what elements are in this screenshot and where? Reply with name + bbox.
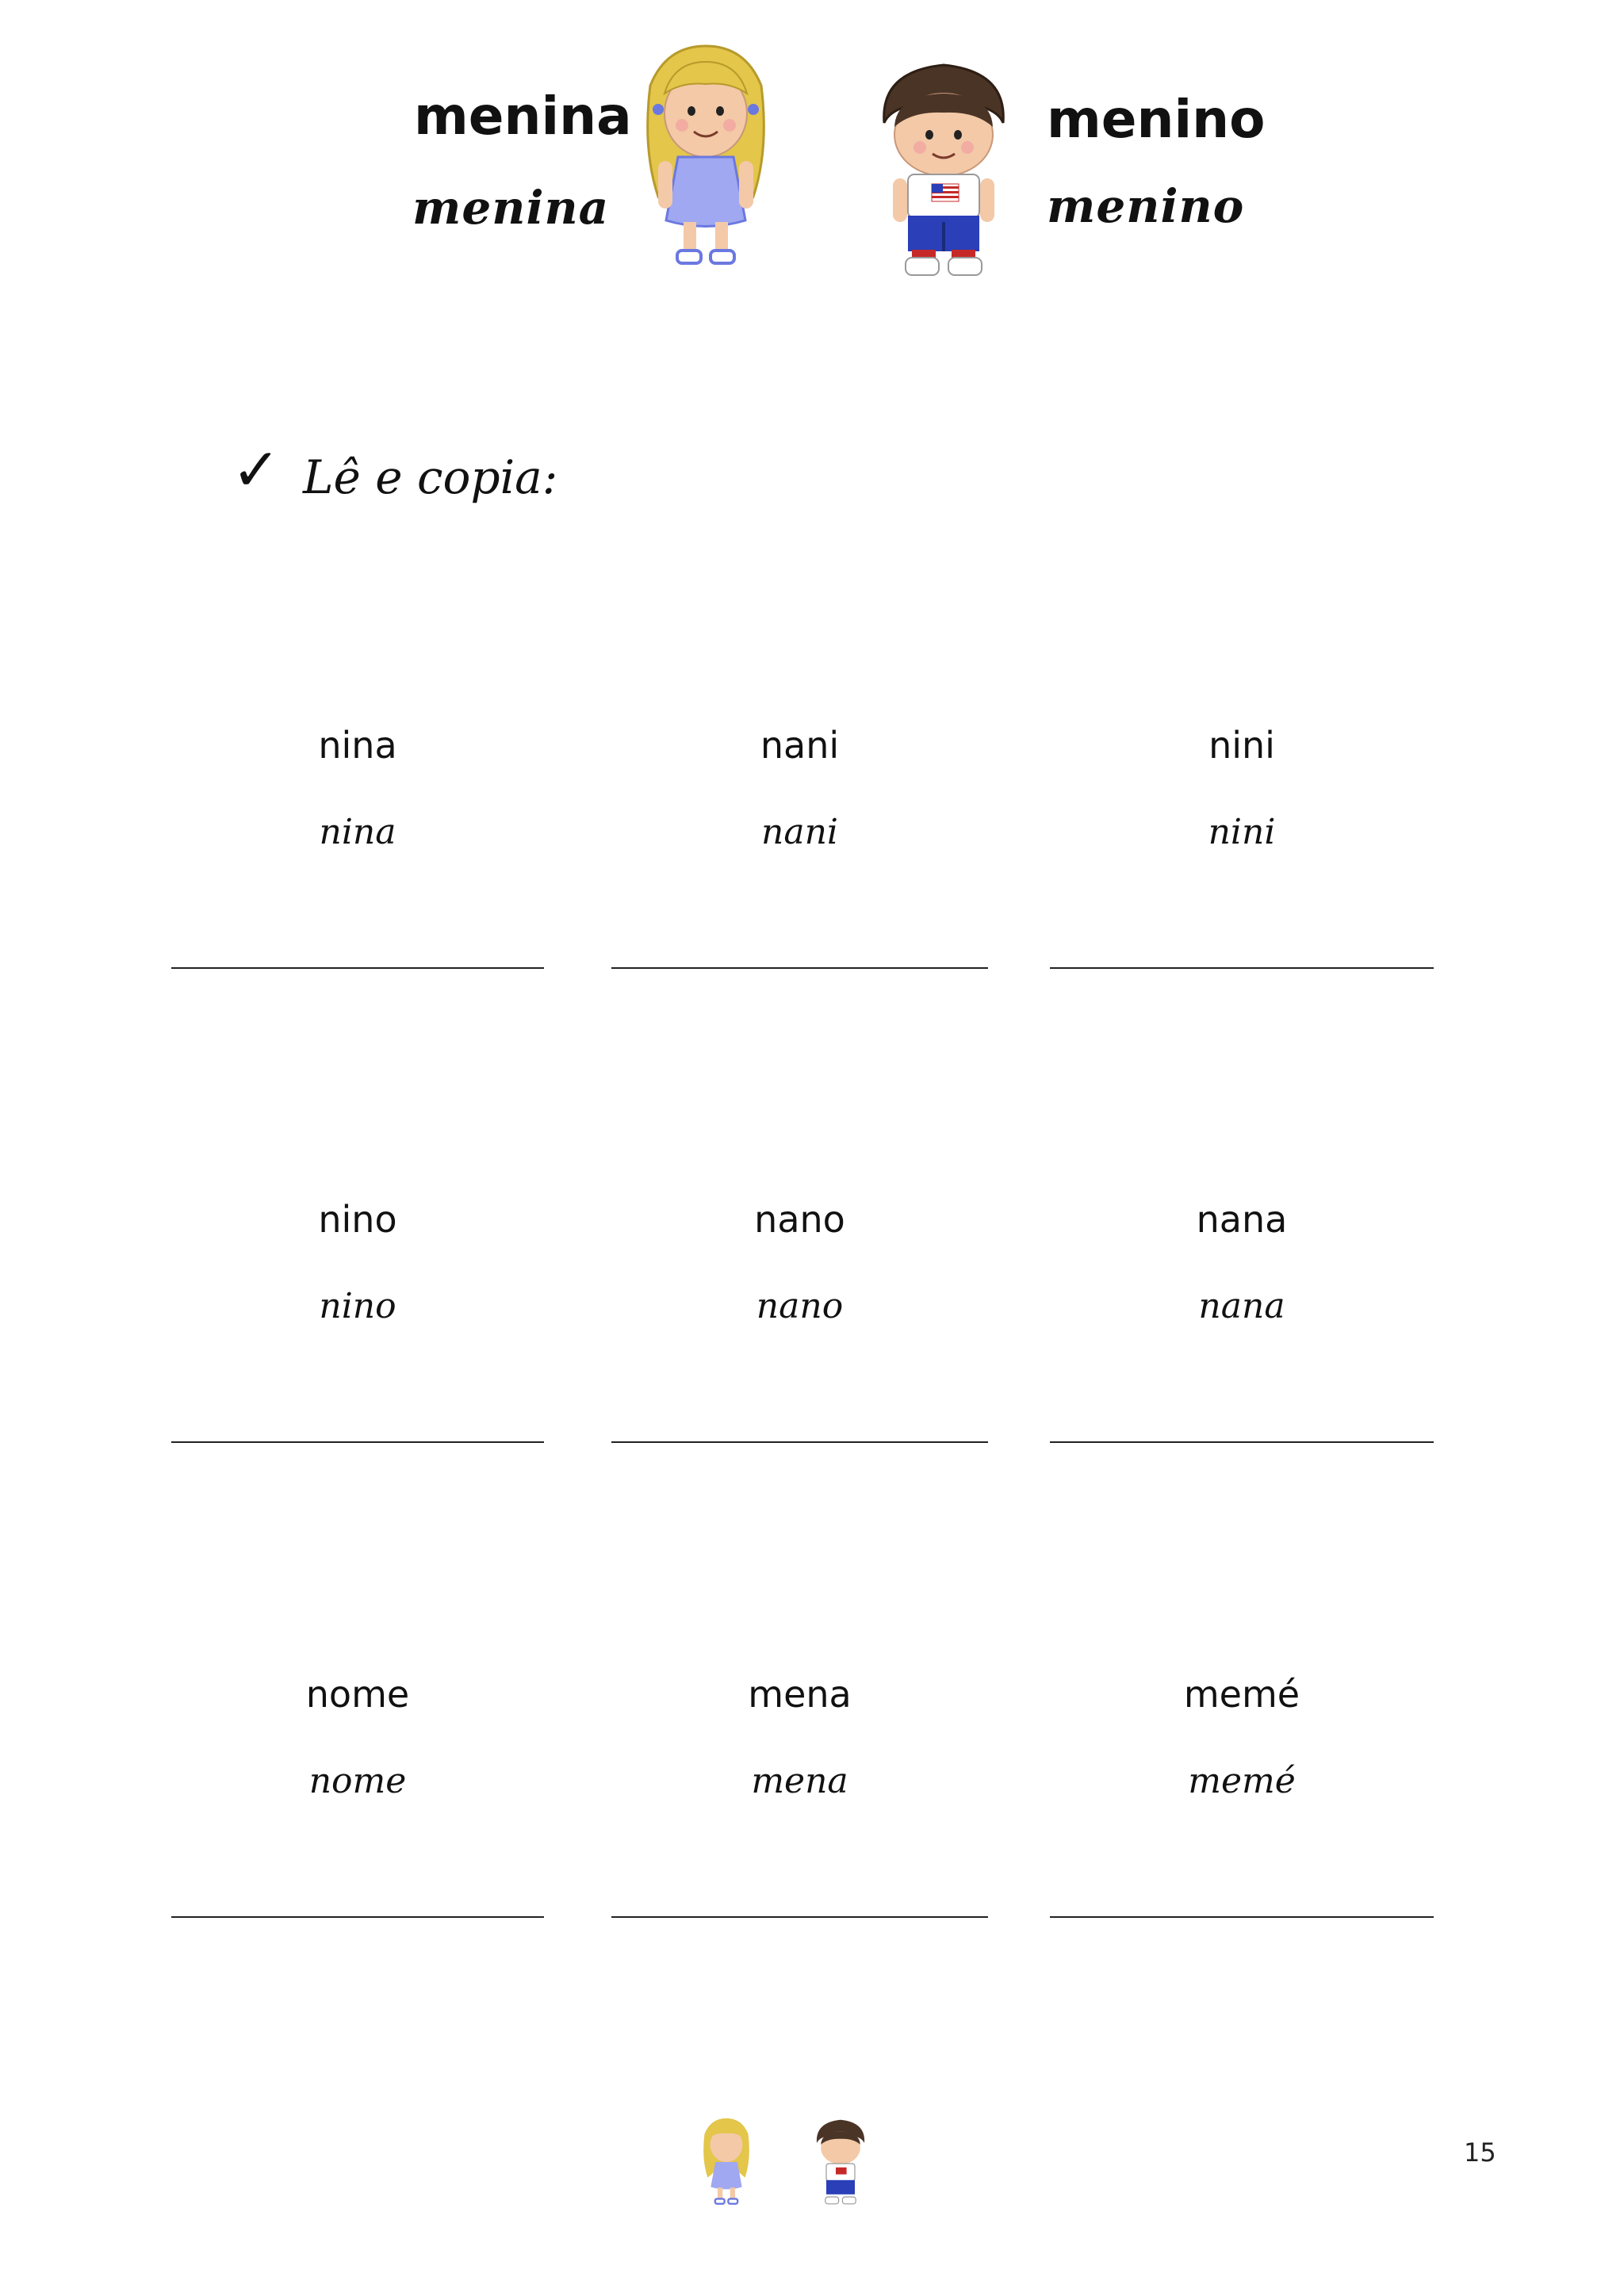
girl-print-word: menina bbox=[414, 86, 632, 147]
word-cell bbox=[611, 1196, 988, 1330]
word-print: nini bbox=[1208, 724, 1275, 767]
writing-line[interactable] bbox=[611, 967, 988, 969]
writing-line[interactable] bbox=[171, 1441, 544, 1443]
page-number: 15 bbox=[1464, 2137, 1496, 2168]
word-cursive: nino bbox=[319, 1286, 396, 1326]
girl-cursive-word: menina bbox=[412, 181, 610, 235]
writing-line[interactable] bbox=[171, 1916, 544, 1918]
word-cursive: nani bbox=[761, 812, 838, 852]
word-print: nano bbox=[754, 1198, 845, 1241]
word-cell bbox=[1050, 721, 1434, 856]
word-print: nina bbox=[318, 724, 397, 767]
writing-line[interactable] bbox=[171, 967, 544, 969]
word-print: nino bbox=[318, 1198, 397, 1241]
footer-boy-icon bbox=[809, 2115, 872, 2209]
word-cursive: memé bbox=[1188, 1761, 1296, 1801]
word-cursive: mena bbox=[751, 1761, 848, 1801]
word-cell bbox=[1050, 1196, 1434, 1330]
word-print: nana bbox=[1196, 1198, 1288, 1241]
instruction-text: Lê e copia: bbox=[303, 450, 558, 504]
boy-print-word: menino bbox=[1047, 89, 1266, 150]
word-cell bbox=[171, 721, 544, 856]
writing-line[interactable] bbox=[1050, 1916, 1434, 1918]
writing-line[interactable] bbox=[1050, 1441, 1434, 1443]
boy-cursive-word: menino bbox=[1047, 179, 1245, 233]
word-cell bbox=[611, 721, 988, 856]
word-cell bbox=[611, 1670, 988, 1805]
word-print: mena bbox=[748, 1673, 852, 1716]
word-print: nani bbox=[760, 724, 840, 767]
word-print: nome bbox=[305, 1673, 410, 1716]
writing-line[interactable] bbox=[1050, 967, 1434, 969]
writing-line[interactable] bbox=[611, 1916, 988, 1918]
word-cell bbox=[171, 1670, 544, 1805]
footer-girl-icon bbox=[695, 2115, 758, 2209]
word-cursive: nome bbox=[308, 1761, 407, 1801]
word-cursive: nini bbox=[1208, 812, 1276, 852]
girl-illustration bbox=[626, 38, 785, 276]
boy-illustration bbox=[864, 55, 1023, 285]
word-cell bbox=[1050, 1670, 1434, 1805]
word-cursive: nana bbox=[1198, 1286, 1285, 1326]
word-cursive: nano bbox=[756, 1286, 844, 1326]
word-cell bbox=[171, 1196, 544, 1330]
check-icon: ✓ bbox=[232, 436, 282, 504]
writing-line[interactable] bbox=[611, 1441, 988, 1443]
word-print: memé bbox=[1183, 1673, 1300, 1716]
word-cursive: nina bbox=[319, 812, 396, 852]
